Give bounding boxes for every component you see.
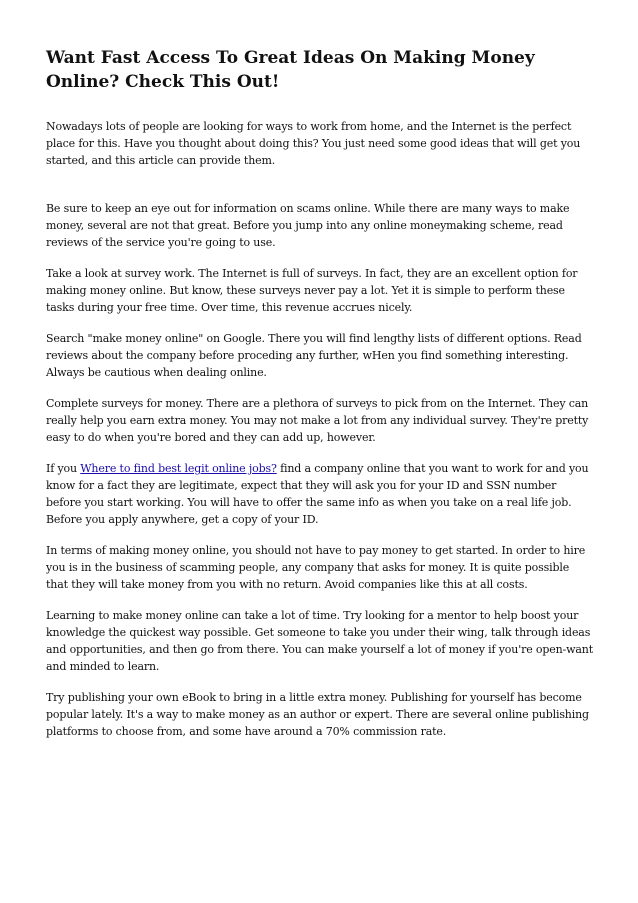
article-title: Want Fast Access To Great Ideas On Making Money Online? Check This Out! [46,48,535,92]
intro-paragraph: Nowadays lots of people are looking for ways to work from home, and the Internet is the perfect place for this. Have you thought about doing this? You just need some good ideas that will get you started, and this article can provide them. [46,120,581,167]
paragraph-search-google: Search "make money online" on Google. There you will find lengthy lists of different options. Read reviews about the company before proceding any further, wHen you find something interesting. Always be cautious when dealing online. [46,332,582,379]
link-lead-text: If you [46,462,81,475]
paragraph-ebook: Try publishing your own eBook to bring in a little extra money. Publishing for yourself has become popular lately. It's a way to make money as an author or expert. There are several online publishing platforms to choose from, and some have around a 70% commission rate. [46,691,589,738]
link-trailing-text: find a company online that you want to work for and you know for a fact they are legitimate, expect that they will ask you for your ID and SSN number before you start working. You will have to offer the same info as when you take on a real life job. Before you apply anywhere, get a copy of your ID. [46,462,589,526]
paragraph-complete-surveys: Complete surveys for money. There are a plethora of surveys to pick from on the Internet. They can really help you earn extra money. You may not make a lot from any individual survey. They're pretty easy to do when you're bored and they can add up, however. [46,397,589,444]
paragraph-with-link [46,460,594,528]
paragraph-no-upfront-pay: In terms of making money online, you should not have to pay money to get started. In order to hire you is in the business of scamming people, any company that asks for money. It is quite possible that they will take money from you with no return. Avoid companies like this at all costs. [46,544,586,591]
paragraph-survey-work: Take a look at survey work. The Internet is full of surveys. In fact, they are an excellent option for making money online. But know, these surveys never pay a lot. Yet it is simple to perform these tasks during your free time. Over time, this revenue accrues nicely. [46,267,578,314]
paragraph-scams: Be sure to keep an eye out for information on scams online. While there are many ways to make money, several are not that great. Before you jump into any online moneymaking scheme, read reviews of the service you're going to use. [46,202,570,249]
document-page [46,46,594,754]
legit-jobs-link[interactable]: Where to find best legit online jobs? [80,462,277,475]
paragraph-mentor: Learning to make money online can take a lot of time. Try looking for a mentor to help boost your knowledge the quickest way possible. Get someone to take you under their wing, talk through ideas and opportunities, and then go from there. You can make yourself a lot of money if you're open-want and minded to learn. [46,609,594,673]
